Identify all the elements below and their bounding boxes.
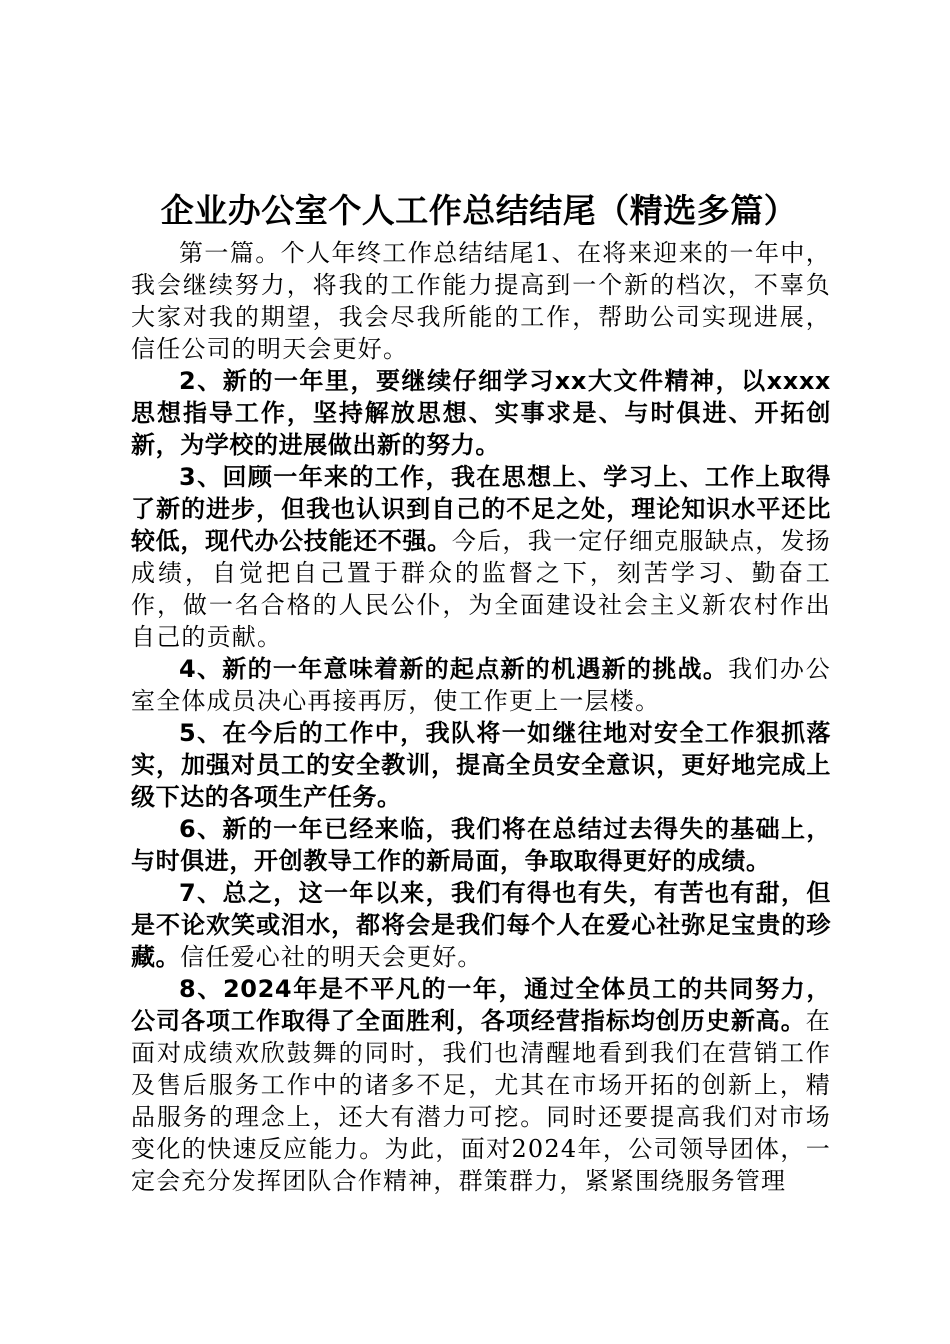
paragraph-3-light: 今后，我一定仔细克服缺点，发扬成绩，自觉把自己置于群众的监督之下，刻苦学习、勤奋工作，做一名合格的人民公仆，为全面建设社会主义新农村作出自己的贡献。 — [131, 527, 831, 651]
paragraph-2-bold: 2、新的一年里，要继续仔细学习xx大文件精神，以xxxx思想指导工作，坚持解放思想、实事求是、与时俱进、开拓创新，为学校的进展做出新的努力。 — [131, 367, 831, 459]
paragraph-4 — [131, 654, 831, 718]
paragraph-4-bold: 4、新的一年意味着新的起点新的机遇新的挑战。 — [179, 655, 729, 683]
paragraph-1-light: 第一篇。个人年终工作总结结尾1、在将来迎来的一年中，我会继续努力，将我的工作能力提高到一个新的档次，不辜负大家对我的期望，我会尽我所能的工作，帮助公司实现进展，信任公司的明天会更好。 — [131, 239, 831, 363]
paragraph-5 — [131, 718, 831, 814]
paragraph-4-light: 我们办公室全体成员决心再接再厉，使工作更上一层楼。 — [131, 655, 831, 715]
paragraph-2 — [131, 366, 831, 462]
paragraph-6 — [131, 814, 831, 878]
paragraph-8-light: 在面对成绩欢欣鼓舞的同时，我们也清醒地看到我们在营销工作及售后服务工作中的诸多不足，尤其在市场开拓的创新上，精品服务的理念上，还大有潜力可挖。同时还要提高我们对市场变化的快速反应能力。为此，面对2024年，公司领导团体，一定会充分发挥团队合作精神，群策群力，紧紧围绕服务管理 — [131, 1007, 831, 1195]
paragraph-6-bold: 6、新的一年已经来临，我们将在总结过去得失的基础上，与时俱进，开创教导工作的新局面，争取取得更好的成绩。 — [131, 815, 831, 875]
paragraph-8 — [131, 974, 831, 1198]
paragraph-7-bold: 7、总之，这一年以来，我们有得也有失，有苦也有甜，但是不论欢笑或泪水，都将会是我们每个人在爱心社弥足宝贵的珍藏。 — [131, 879, 831, 971]
paragraph-1 — [131, 238, 831, 366]
paragraph-3 — [131, 462, 831, 654]
paragraph-7 — [131, 878, 831, 974]
paragraph-8-bold: 8、2024年是不平凡的一年，通过全体员工的共同努力，公司各项工作取得了全面胜利，各项经营指标均创历史新高。 — [131, 975, 831, 1035]
paragraph-5-bold: 5、在今后的工作中，我队将一如继往地对安全工作狠抓落实，加强对员工的安全教训，提高全员安全意识，更好地完成上级下达的各项生产任务。 — [131, 719, 831, 811]
paragraph-7-light: 信任爱心社的明天会更好。 — [180, 943, 483, 971]
document-title: 企业办公室个人工作总结结尾（精选多篇） — [160, 191, 798, 230]
document-page — [131, 190, 831, 1198]
paragraph-3-bold: 3、回顾一年来的工作，我在思想上、学习上、工作上取得了新的进步，但我也认识到自己的不足之处，理论知识水平还比较低，现代办公技能还不强。 — [131, 463, 831, 555]
